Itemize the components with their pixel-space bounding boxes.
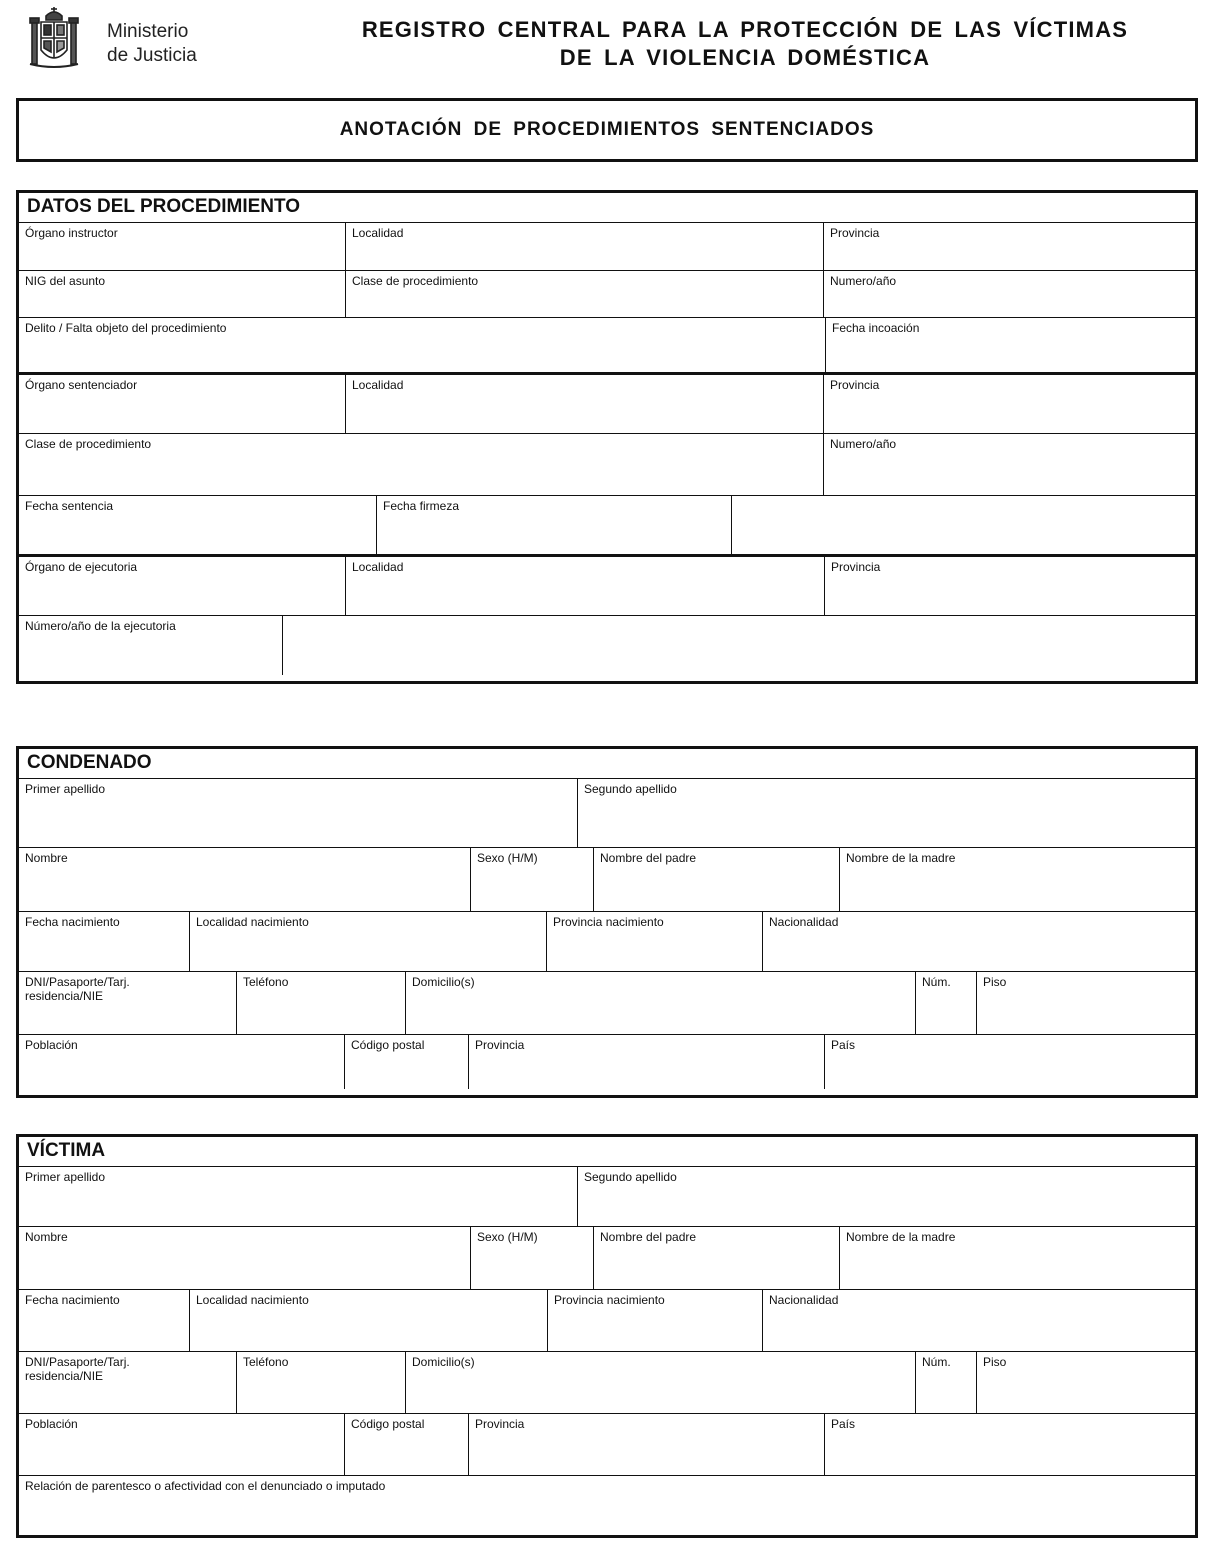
field-label: Provincia [475, 1038, 525, 1052]
field-label: Órgano instructor [25, 226, 118, 240]
field-label: Piso [983, 1355, 1007, 1369]
field-label: Provincia nacimiento [554, 1293, 665, 1307]
field-sexo[interactable] [470, 1227, 593, 1289]
field-nombre-madre[interactable] [839, 1227, 1195, 1289]
form-title: ANOTACIÓN DE PROCEDIMIENTOS SENTENCIADOS [339, 119, 875, 140]
field-nombre[interactable] [19, 848, 470, 911]
field-label: Domicilio(s) [412, 1355, 475, 1369]
coat-of-arms-icon [28, 6, 80, 72]
field-localidad-nacimiento[interactable] [189, 1290, 547, 1351]
field-label: Nombre [25, 1230, 68, 1244]
field-delito-falta[interactable] [19, 318, 825, 372]
field-nacionalidad[interactable] [762, 912, 1195, 971]
field-label: Localidad [352, 226, 404, 240]
field-label: Órgano sentenciador [25, 378, 138, 392]
field-pais[interactable] [824, 1414, 1195, 1475]
section-victima [16, 1134, 1198, 1538]
field-numero-ano-ejecutoria[interactable] [19, 616, 282, 675]
field-localidad[interactable] [345, 223, 823, 270]
field-label: Clase de procedimiento [352, 274, 479, 288]
field-label: Fecha incoación [832, 321, 920, 335]
field-label: Primer apellido [25, 782, 106, 796]
field-dni[interactable] [19, 1352, 236, 1413]
field-label: DNI/Pasaporte/Tarj. residencia/NIE [25, 975, 130, 1003]
field-dni[interactable] [19, 972, 236, 1034]
field-codigo-postal[interactable] [344, 1414, 468, 1475]
field-provincia[interactable] [824, 557, 1195, 615]
field-numero-ano[interactable] [823, 434, 1195, 495]
field-label: Nacionalidad [769, 915, 839, 929]
form-row [19, 1227, 1195, 1290]
field-label: Fecha firmeza [383, 499, 460, 513]
section-heading [19, 749, 1195, 779]
section-heading [19, 193, 1195, 223]
field-label: Número/año de la ejecutoria [25, 619, 176, 633]
form-row [19, 616, 1195, 675]
field-fecha-nacimiento[interactable] [19, 912, 189, 971]
field-label: Localidad [352, 378, 404, 392]
field-label: Delito / Falta objeto del procedimiento [25, 321, 227, 335]
ministry-line-2: de Justicia [107, 45, 197, 66]
field-label: Nombre de la madre [846, 1230, 956, 1244]
field-fecha-incoacion[interactable] [825, 318, 1195, 372]
form-row [19, 1476, 1195, 1529]
section-procedimiento [16, 190, 1198, 684]
field-label: Teléfono [243, 975, 289, 989]
field-label: País [831, 1417, 856, 1431]
form-row [19, 434, 1195, 496]
form-row [19, 972, 1195, 1035]
field-piso[interactable] [976, 972, 1195, 1034]
field-provincia-nacimiento[interactable] [547, 1290, 762, 1351]
field-label: Clase de procedimiento [25, 437, 152, 451]
field-label: Provincia [830, 378, 880, 392]
field-label: DNI/Pasaporte/Tarj. residencia/NIE [25, 1355, 130, 1383]
field-primer-apellido[interactable] [19, 779, 577, 847]
field-label: Nombre de la madre [846, 851, 956, 865]
field-nombre-padre[interactable] [593, 848, 839, 911]
field-clase-procedimiento[interactable] [345, 271, 823, 317]
field-label: Provincia [831, 560, 881, 574]
field-label: Provincia nacimiento [553, 915, 664, 929]
field-fecha-nacimiento[interactable] [19, 1290, 189, 1351]
field-pais[interactable] [824, 1035, 1195, 1089]
page-title-line-2: DE LA VIOLENCIA DOMÉSTICA [559, 45, 931, 70]
field-primer-apellido[interactable] [19, 1167, 577, 1226]
field-label: Núm. [922, 975, 951, 989]
field-num[interactable] [915, 1352, 976, 1413]
field-label: Código postal [351, 1417, 425, 1431]
field-label: Órgano de ejecutoria [25, 560, 138, 574]
form-row [19, 1167, 1195, 1227]
field-label: Provincia [830, 226, 880, 240]
form-row [19, 223, 1195, 271]
field-label: País [831, 1038, 856, 1052]
field-organo-sentenciador[interactable] [19, 375, 345, 433]
form-title-box [16, 98, 1198, 162]
field-label: Primer apellido [25, 1170, 106, 1184]
field-provincia[interactable] [468, 1035, 824, 1089]
field-blank[interactable] [731, 496, 1195, 554]
field-telefono[interactable] [236, 1352, 405, 1413]
form-row [19, 779, 1195, 848]
field-label: Sexo (H/M) [477, 1230, 538, 1244]
field-label: Fecha nacimiento [25, 915, 120, 929]
field-organo-ejecutoria[interactable] [19, 557, 345, 615]
field-organo-instructor[interactable] [19, 223, 345, 270]
field-label: Domicilio(s) [412, 975, 475, 989]
field-label: Relación de parentesco o afectividad con el denunciado o imputado [25, 1479, 386, 1493]
ministry-name [107, 20, 197, 68]
field-segundo-apellido[interactable] [577, 1167, 1195, 1226]
field-label: Nombre [25, 851, 68, 865]
form-row [19, 1352, 1195, 1414]
field-sexo[interactable] [470, 848, 593, 911]
field-label: Nombre del padre [600, 1230, 697, 1244]
ministry-line-1: Ministerio [107, 21, 189, 42]
field-nacionalidad[interactable] [762, 1290, 1195, 1351]
field-piso[interactable] [976, 1352, 1195, 1413]
field-provincia[interactable] [468, 1414, 824, 1475]
field-provincia[interactable] [823, 375, 1195, 433]
field-relacion-parentesco[interactable] [19, 1476, 1195, 1529]
field-label: Sexo (H/M) [477, 851, 538, 865]
field-label: Localidad nacimiento [196, 1293, 309, 1307]
field-label: Fecha sentencia [25, 499, 114, 513]
field-fecha-firmeza[interactable] [376, 496, 731, 554]
field-label: Nombre del padre [600, 851, 697, 865]
field-localidad[interactable] [345, 375, 823, 433]
section-heading-text: CONDENADO [27, 752, 152, 773]
field-num[interactable] [915, 972, 976, 1034]
section-heading-text: VÍCTIMA [27, 1140, 106, 1161]
field-poblacion[interactable] [19, 1035, 344, 1089]
field-codigo-postal[interactable] [344, 1035, 468, 1089]
field-blank[interactable] [282, 616, 1195, 675]
field-label: Nacionalidad [769, 1293, 839, 1307]
field-poblacion[interactable] [19, 1414, 344, 1475]
field-nombre[interactable] [19, 1227, 470, 1289]
field-provincia[interactable] [823, 223, 1195, 270]
page-title [330, 16, 1160, 72]
section-condenado [16, 746, 1198, 1098]
field-segundo-apellido[interactable] [577, 779, 1195, 847]
form-row [19, 557, 1195, 616]
field-label: Numero/año [830, 437, 897, 451]
field-fecha-sentencia[interactable] [19, 496, 376, 554]
field-nig-asunto[interactable] [19, 271, 345, 317]
field-label: NIG del asunto [25, 274, 106, 288]
field-nombre-padre[interactable] [593, 1227, 839, 1289]
form-row [19, 848, 1195, 912]
field-telefono[interactable] [236, 972, 405, 1034]
field-label: Núm. [922, 1355, 951, 1369]
section-heading-text: DATOS DEL PROCEDIMIENTO [27, 196, 301, 217]
field-localidad-nacimiento[interactable] [189, 912, 546, 971]
field-label: Segundo apellido [584, 782, 677, 796]
field-label: Código postal [351, 1038, 425, 1052]
section-heading [19, 1137, 1195, 1167]
field-label: Segundo apellido [584, 1170, 677, 1184]
form-row [19, 375, 1195, 434]
field-domicilio[interactable] [405, 972, 915, 1034]
field-nombre-madre[interactable] [839, 848, 1195, 911]
field-label: Provincia [475, 1417, 525, 1431]
form-row [19, 1414, 1195, 1476]
field-numero-ano[interactable] [823, 271, 1195, 317]
field-label: Piso [983, 975, 1007, 989]
page-title-line-1: REGISTRO CENTRAL PARA LA PROTECCIÓN DE LAS VÍCTIMAS [361, 17, 1129, 42]
form-row [19, 496, 1195, 557]
form-row [19, 1035, 1195, 1089]
field-label: Población [25, 1038, 78, 1052]
field-label: Numero/año [830, 274, 897, 288]
form-row [19, 271, 1195, 318]
form-row [19, 318, 1195, 375]
field-domicilio[interactable] [405, 1352, 915, 1413]
field-provincia-nacimiento[interactable] [546, 912, 762, 971]
field-clase-procedimiento[interactable] [19, 434, 823, 495]
field-label: Localidad [352, 560, 404, 574]
field-localidad[interactable] [345, 557, 824, 615]
field-label: Teléfono [243, 1355, 289, 1369]
form-row [19, 912, 1195, 972]
form-row [19, 1290, 1195, 1352]
field-label: Fecha nacimiento [25, 1293, 120, 1307]
field-label: Población [25, 1417, 78, 1431]
field-label: Localidad nacimiento [196, 915, 309, 929]
